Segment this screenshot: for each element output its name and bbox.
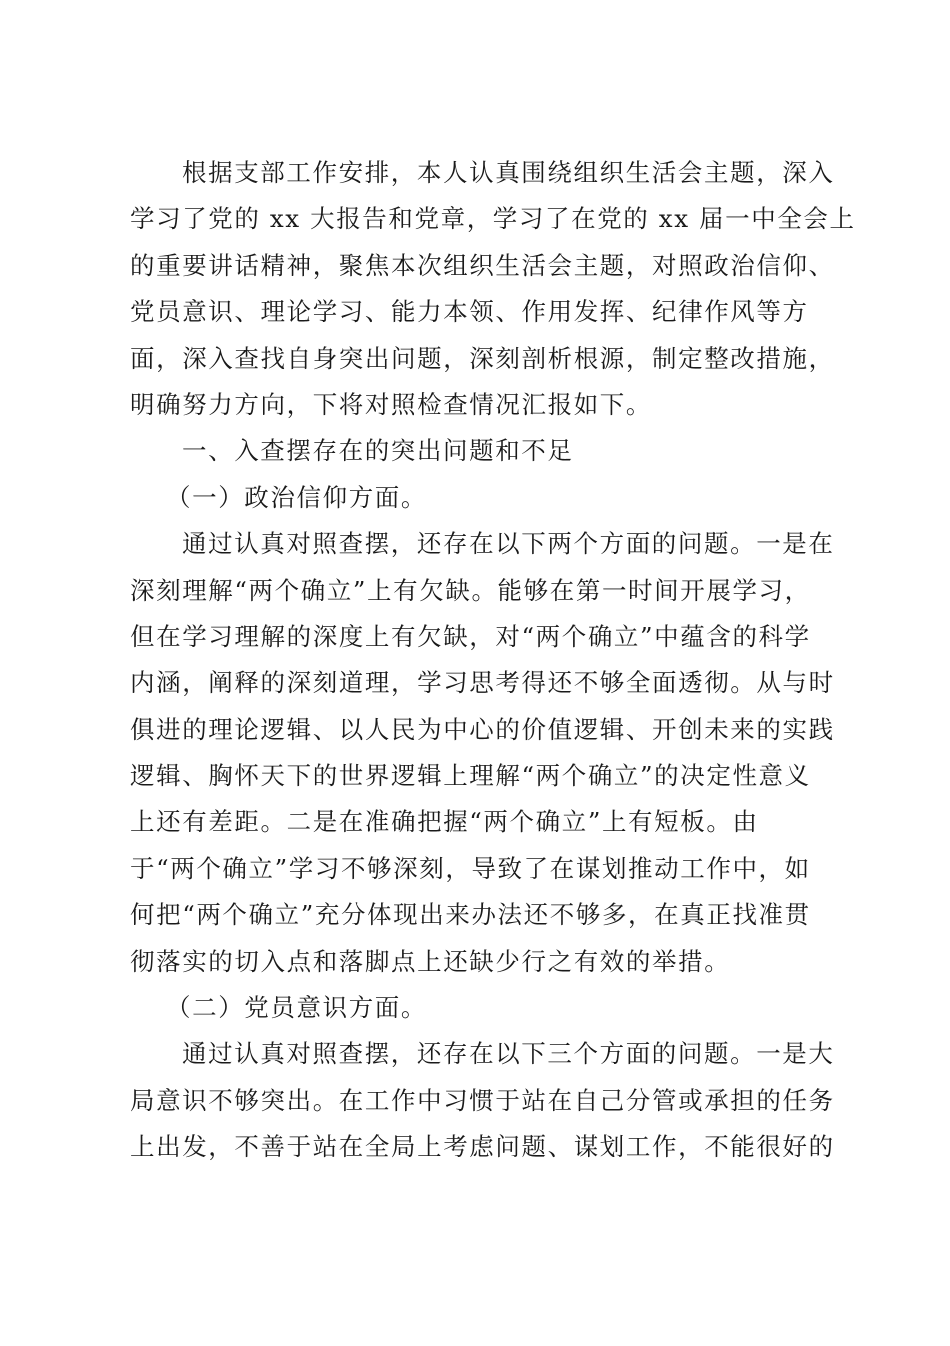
- subsection-heading: （二）党员意识方面。: [166, 993, 427, 1023]
- paragraph-line: 俱进的理论逻辑、以人民为中心的价值逻辑、开创未来的实践: [130, 714, 835, 744]
- paragraph-line: 上还有差距。二是在准确把握“两个确立”上有短板。由: [130, 807, 759, 837]
- paragraph-line: 何把“两个确立”充分体现出来办法还不够多，在真正找准贯: [130, 900, 811, 930]
- section-heading: 一、入查摆存在的突出问题和不足: [182, 436, 574, 466]
- subsection-heading: （一）政治信仰方面。: [166, 482, 427, 512]
- paragraph-line: 学习了党的 xx 大报告和党章，学习了在党的 xx 届一中全会上: [130, 204, 856, 234]
- paragraph-line: 于“两个确立”学习不够深刻，导致了在谋划推动工作中，如: [130, 853, 811, 883]
- paragraph-line: 根据支部工作安排，本人认真围绕组织生活会主题，深入: [182, 158, 835, 187]
- body-paragraph: [130, 521, 835, 985]
- paragraph-line: 通过认真对照查摆，还存在以下两个方面的问题。一是在: [182, 529, 835, 559]
- paragraph-line: 上出发，不善于站在全局上考虑问题、谋划工作，不能很好的: [130, 1132, 835, 1162]
- paragraph-line: 逻辑、胸怀天下的世界逻辑上理解“两个确立”的决定性意义: [130, 761, 811, 791]
- paragraph-line: 的重要讲话精神，聚焦本次组织生活会主题，对照政治信仰、: [130, 250, 835, 280]
- body-paragraph: [130, 1031, 835, 1170]
- intro-paragraph: [130, 150, 856, 428]
- paragraph-line: 明确努力方向，下将对照检查情况汇报如下。: [130, 389, 652, 419]
- paragraph-line: 但在学习理解的深度上有欠缺，对“两个确立”中蕴含的科学: [130, 621, 811, 651]
- paragraph-line: 通过认真对照查摆，还存在以下三个方面的问题。一是大: [182, 1039, 835, 1069]
- paragraph-line: 内涵，阐释的深刻道理，学习思考得还不够全面透彻。从与时: [130, 668, 835, 698]
- paragraph-line: 深刻理解“两个确立”上有欠缺。能够在第一时间开展学习，: [130, 575, 811, 605]
- paragraph-line: 党员意识、理论学习、能力本领、作用发挥、纪律作风等方: [130, 297, 809, 327]
- paragraph-line: 彻落实的切入点和落脚点上还缺少行之有效的举措。: [130, 946, 731, 976]
- document-body: [130, 150, 856, 1171]
- paragraph-line: 局意识不够突出。在工作中习惯于站在自己分管或承担的任务: [130, 1085, 835, 1115]
- paragraph-line: 面，深入查找自身突出问题，深刻剖析根源，制定整改措施，: [130, 343, 835, 373]
